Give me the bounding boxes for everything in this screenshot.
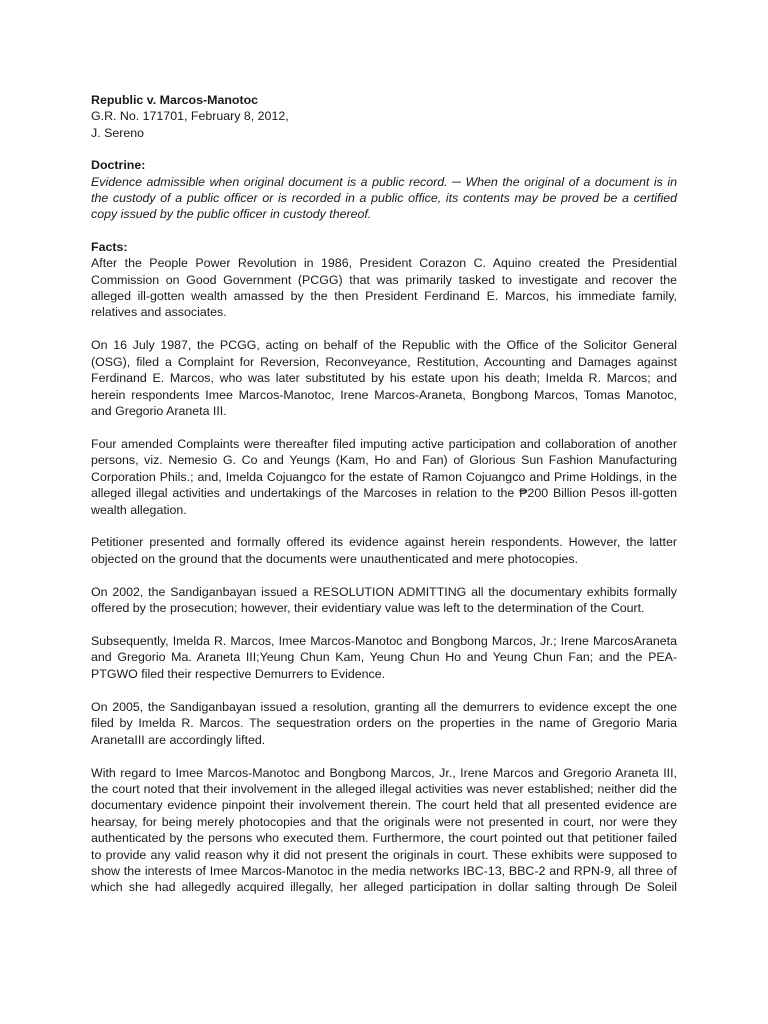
facts-paragraph-1: After the People Power Revolution in 1986, President Corazon C. Aquino created the Presidential Commission on Good Government (PCGG) that was primarily tasked to investigate and recover the alleged ill-gotten wealth amassed by the then President Ferdinand E. Marcos, his immediate family, relatives and associates. [91, 256, 677, 320]
facts-paragraph-4: Petitioner presented and formally offered its evidence against herein respondents. However, the latter objected on the ground that the documents were unauthenticated and mere photocopies. [91, 535, 677, 566]
facts-paragraph-6: Subsequently, Imelda R. Marcos, Imee Marcos-Manotoc and Bongbong Marcos, Jr.; Irene MarcosAraneta and Gregorio Ma. Araneta III;Yeung Chun Kam, Yeung Chun Ho and Yeung Chun Fan; and the PEA-PTGWO filed their respective Demurrers to Evidence. [91, 634, 677, 681]
facts-paragraph-8: With regard to Imee Marcos-Manotoc and Bongbong Marcos, Jr., Irene Marcos and Gregorio Araneta III, the court noted that their involvement in the alleged illegal activities was never established; neither did the documentary evidence pinpoint their involvement therein. The court held that all presented evidence are hearsay, for being merely photocopies and that the originals were not presented in court, nor were they authenticated by the persons who executed them. Furthermore, the court pointed out that petitioner failed to provide any valid reason why it did not present the originals in court. These exhibits were supposed to show the interests of Imee Marcos-Manotoc in the media networks IBC-13, BBC-2 and RPN-9, all three of which she had allegedly acquired illegally, her alleged participation in dollar salting through De Soleil [91, 765, 677, 895]
facts-paragraph-5: On 2002, the Sandiganbayan issued a RESOLUTION ADMITTING all the documentary exhibits formally offered by the prosecution; however, their evidentiary value was left to the determination of the Court. [91, 584, 677, 616]
case-ponente: J. Sereno [91, 125, 145, 140]
facts-paragraph-2: On 16 July 1987, the PCGG, acting on behalf of the Republic with the Office of the Solicitor General (OSG), filed a Complaint for Reversion, Reconveyance, Restitution, Accounting and Damages against Ferdinand E. Marcos, who was later substituted by his estate upon his death; Imelda R. Marcos; and herein respondents Imee Marcos-Manotoc, Irene Marcos-Araneta, Bongbong Marcos, Tomas Manotoc, and Gregorio Araneta III. [91, 338, 677, 418]
doctrine-section [91, 157, 677, 223]
case-header [91, 92, 677, 141]
facts-paragraph-3: Four amended Complaints were thereafter filed imputing active participation and collaboration of another persons, viz. Nemesio G. Co and Yeungs (Kam, Ho and Fan) of Glorious Sun Fashion Manufacturing Corporation Phils.; and, Imelda Cojuangco for the estate of Ramon Cojuangco and Prime Holdings, in the alleged illegal activities and undertakings of the Marcoses in relation to the ₱200 Billion Pesos ill-gotten wealth allegation. [91, 436, 677, 517]
facts-heading: Facts: [91, 239, 128, 254]
case-citation: G.R. No. 171701, February 8, 2012, [91, 109, 289, 124]
doctrine-heading: Doctrine: [91, 158, 146, 173]
case-title: Republic v. Marcos-Manotoc [91, 93, 259, 107]
facts-paragraph-7: On 2005, the Sandiganbayan issued a resolution, granting all the demurrers to evidence except the one filed by Imelda R. Marcos. The sequestration orders on the properties in the name of Gregorio Maria AranetaIII are accordingly lifted. [91, 699, 677, 747]
doctrine-text: Evidence admissible when original document is a public record. ─ When the original of a document is in the custody of a public officer or is recorded in a public office, its contents may be proved be a certified copy issued by the public officer in custody thereof. [91, 174, 677, 222]
document-page [91, 92, 677, 896]
facts-section [91, 239, 677, 896]
